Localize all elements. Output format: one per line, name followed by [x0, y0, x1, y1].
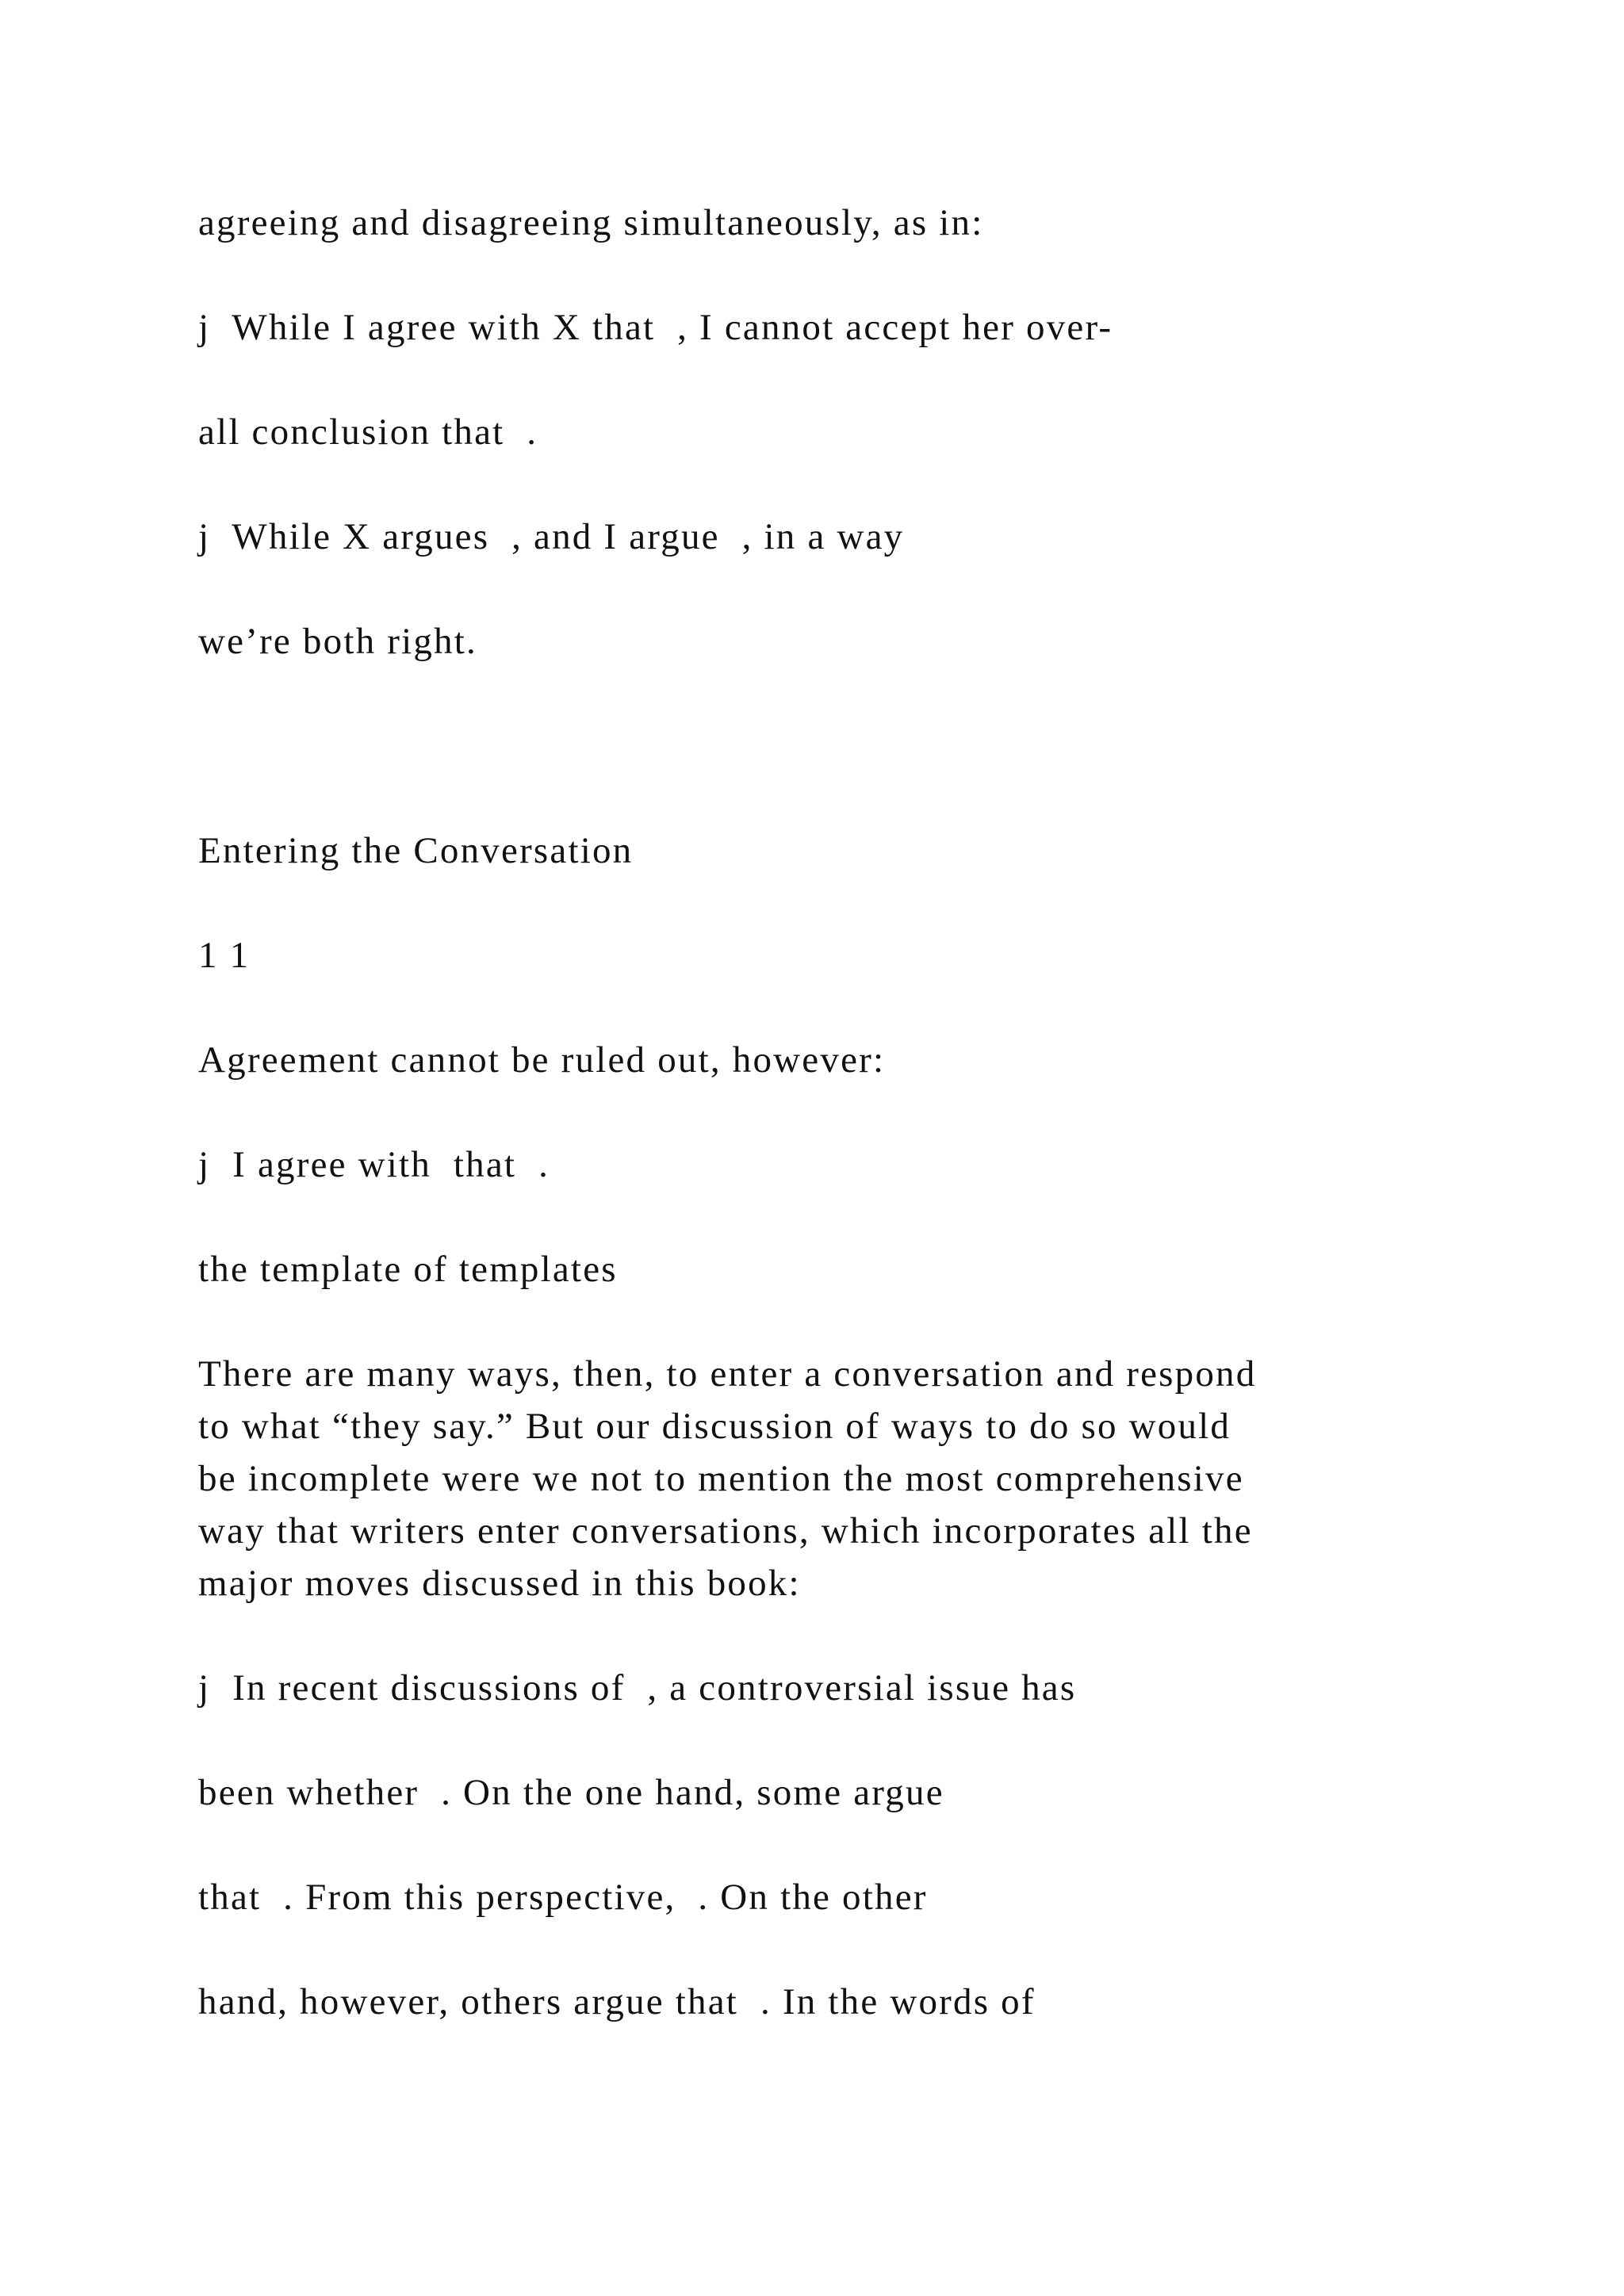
text-line: we’re both right.	[198, 621, 477, 662]
page-number: 1 1	[198, 935, 251, 976]
paragraph-line: major moves discussed in this book:	[198, 1563, 801, 1604]
paragraph-line: be incomplete were we not to mention the most comprehensive	[198, 1458, 1244, 1499]
template-line: j In recent discussions of , a controversial issue has	[198, 1667, 1077, 1709]
template-line: hand, however, others argue that . In the words of	[198, 1981, 1036, 2022]
text-line: all conclusion that .	[198, 411, 538, 453]
text-line: agreeing and disagreeing simultaneously, as in:	[198, 202, 984, 243]
paragraph-line: way that writers enter conversations, which incorporates all the	[198, 1510, 1253, 1552]
template-line: j While X argues , and I argue , in a way	[198, 516, 905, 557]
text-line: Agreement cannot be ruled out, however:	[198, 1039, 886, 1081]
body-paragraph	[198, 1348, 1435, 1609]
paragraph-line: to what “they say.” But our discussion of ways to do so would	[198, 1406, 1231, 1447]
paragraph-line: There are many ways, then, to enter a conversation and respond	[198, 1353, 1257, 1395]
template-line: that . From this perspective, . On the other	[198, 1877, 928, 1918]
running-head: Entering the Conversation	[198, 830, 634, 871]
template-line: been whether . On the one hand, some argue	[198, 1772, 944, 1813]
template-line: j While I agree with X that , I cannot accept her over-	[198, 307, 1113, 348]
section-heading: the template of templates	[198, 1249, 618, 1290]
template-line: j I agree with that .	[198, 1144, 550, 1185]
